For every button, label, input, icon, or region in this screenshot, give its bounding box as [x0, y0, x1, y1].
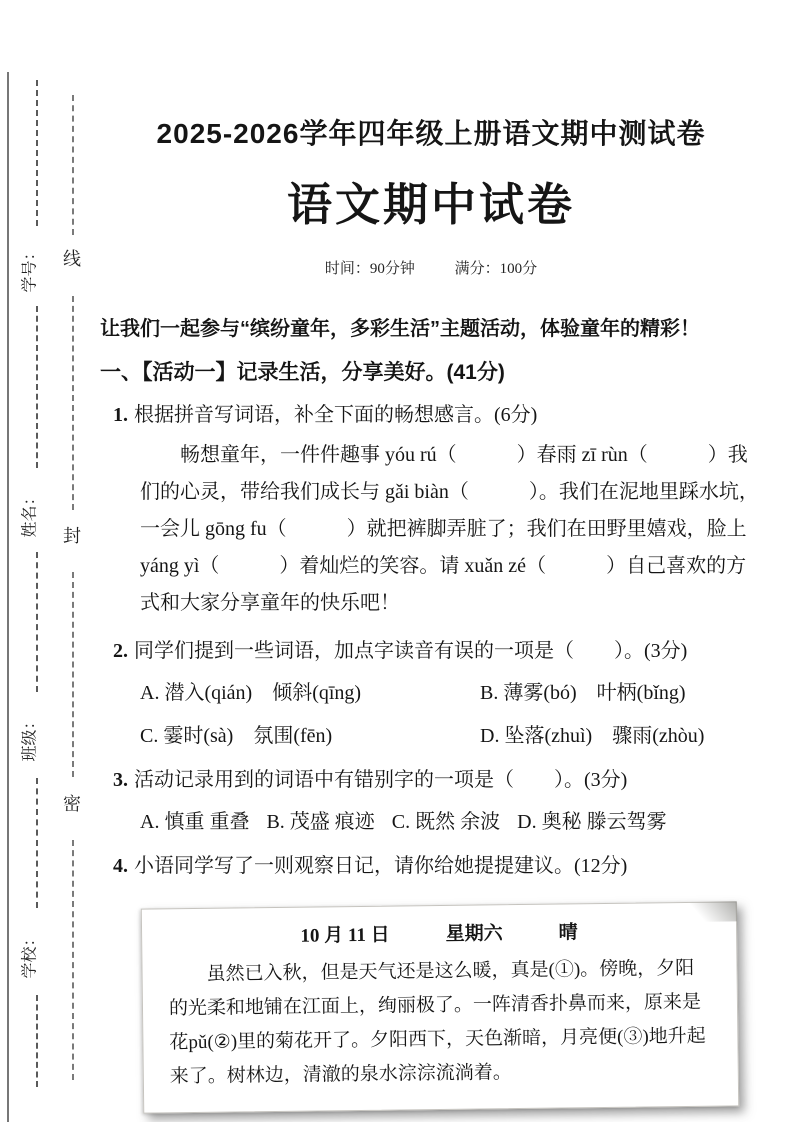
full-score-label: 满分：100分: [454, 261, 538, 277]
question-4-stem: 小语同学写了一则观察日记，请你给她提提建议。(12分): [134, 855, 628, 877]
seal-char-feng: 封: [63, 526, 81, 546]
seal-inner-dashed-segment: [72, 296, 74, 510]
seal-dashed-segment: [36, 552, 38, 692]
question-1-passage: 畅想童年，一件件趣事 yóu rú（ ）春雨 zī rùn（ ）我们的心灵，带给我们成长与 gǎi biàn（ ）。我们在泥地里踩水坑，一会儿 gōng fu（ ）就把裤脚弄脏了；我们在田野里嬉戏，脸上 yáng yì（ ）着灿烂的笑容。请 xuǎn zé（ ）自己喜欢的方式和大家分享童年的快乐吧！: [140, 444, 759, 614]
class-label: 班级：: [21, 713, 39, 762]
option-a: A. 潜入(qián) 倾斜(qīng): [140, 682, 362, 704]
question-2-options: [140, 678, 762, 751]
question-3-stem-line: [113, 765, 762, 795]
seal-inner-dashed-segment: [72, 840, 74, 1080]
question-3-number: 3.: [113, 769, 128, 791]
intro-text: 让我们一起参与“缤纷童年，多彩生活”主题活动，体验童年的精彩！: [100, 318, 700, 340]
question-3: [100, 765, 762, 837]
diary-card: [141, 901, 739, 1113]
binding-seal-margin: [0, 0, 96, 1122]
option-c: C. 霎时(sà) 氛围(fēn): [140, 725, 333, 747]
option-b: B. 薄雾(bó) 叶柄(bǐng): [480, 682, 686, 704]
exam-subtitle: 2025-2026学年四年级上册语文期中测试卷: [156, 118, 706, 149]
question-4: [100, 851, 762, 881]
seal-dashed-segment: [36, 80, 38, 226]
exam-meta: [100, 257, 762, 278]
exam-paper: [100, 0, 762, 1110]
exam-title: 语文期中试卷: [286, 179, 575, 230]
question-1: [100, 400, 762, 622]
question-4-stem-line: [113, 851, 762, 881]
question-4-number: 4.: [113, 855, 128, 877]
seal-char-xian: 线: [63, 249, 81, 269]
name-label: 姓名：: [21, 489, 39, 538]
seal-dashed-segment: [36, 995, 38, 1087]
question-3-stem: 活动记录用到的词语中有错别字的一项是（ ）。(3分): [134, 769, 628, 791]
seal-dashed-segment: [36, 306, 38, 468]
option-c: C. 既然 余波: [391, 811, 501, 833]
diary-weekday: 星期六: [445, 923, 503, 945]
question-2: [100, 636, 762, 751]
question-2-stem-line: [113, 636, 762, 666]
seal-inner-dashed-segment: [72, 572, 74, 777]
diary-body: 虽然已入秋，但是天气还是这么暖，真是(①)。傍晚，夕阳的光柔和地铺在江面上，绚丽极了。一阵清香扑鼻而来，原来是花pǔ(②)里的菊花开了。夕阳西下，天色渐暗，月亮便(③)地升起来了。树林边，清澈的泉水淙淙流淌着。: [168, 957, 706, 1088]
diary-date: 10 月 11 日: [300, 924, 390, 947]
option-a: A. 慎重 重叠: [140, 811, 250, 833]
school-label: 学校：: [21, 930, 39, 979]
seal-dashed-segment: [36, 778, 38, 908]
question-1-stem: 根据拼音写词语，补全下面的畅想感言。(6分): [134, 404, 538, 426]
diary-header: [168, 916, 710, 950]
seal-char-mi: 密: [63, 794, 81, 814]
option-b: B. 茂盛 痕迹: [266, 811, 375, 833]
time-limit-label: 时间：90分钟: [324, 261, 415, 277]
section-1-heading: 一、【活动一】记录生活，分享美好。(41分): [100, 361, 505, 384]
option-d: D. 奥秘 滕云驾雾: [517, 811, 667, 833]
question-2-stem: 同学们提到一些词语，加点字读音有误的一项是（ ）。(3分): [134, 640, 688, 662]
option-d: D. 坠落(zhuì) 骤雨(zhòu): [480, 725, 705, 747]
student-number-label: 学号：: [21, 244, 39, 293]
seal-inner-dashed-segment: [72, 95, 74, 235]
question-3-options: [140, 807, 762, 837]
question-1-number: 1.: [113, 404, 128, 426]
diary-weather: 晴: [558, 922, 578, 944]
question-1-stem-line: [113, 400, 762, 430]
question-2-number: 2.: [113, 640, 128, 662]
